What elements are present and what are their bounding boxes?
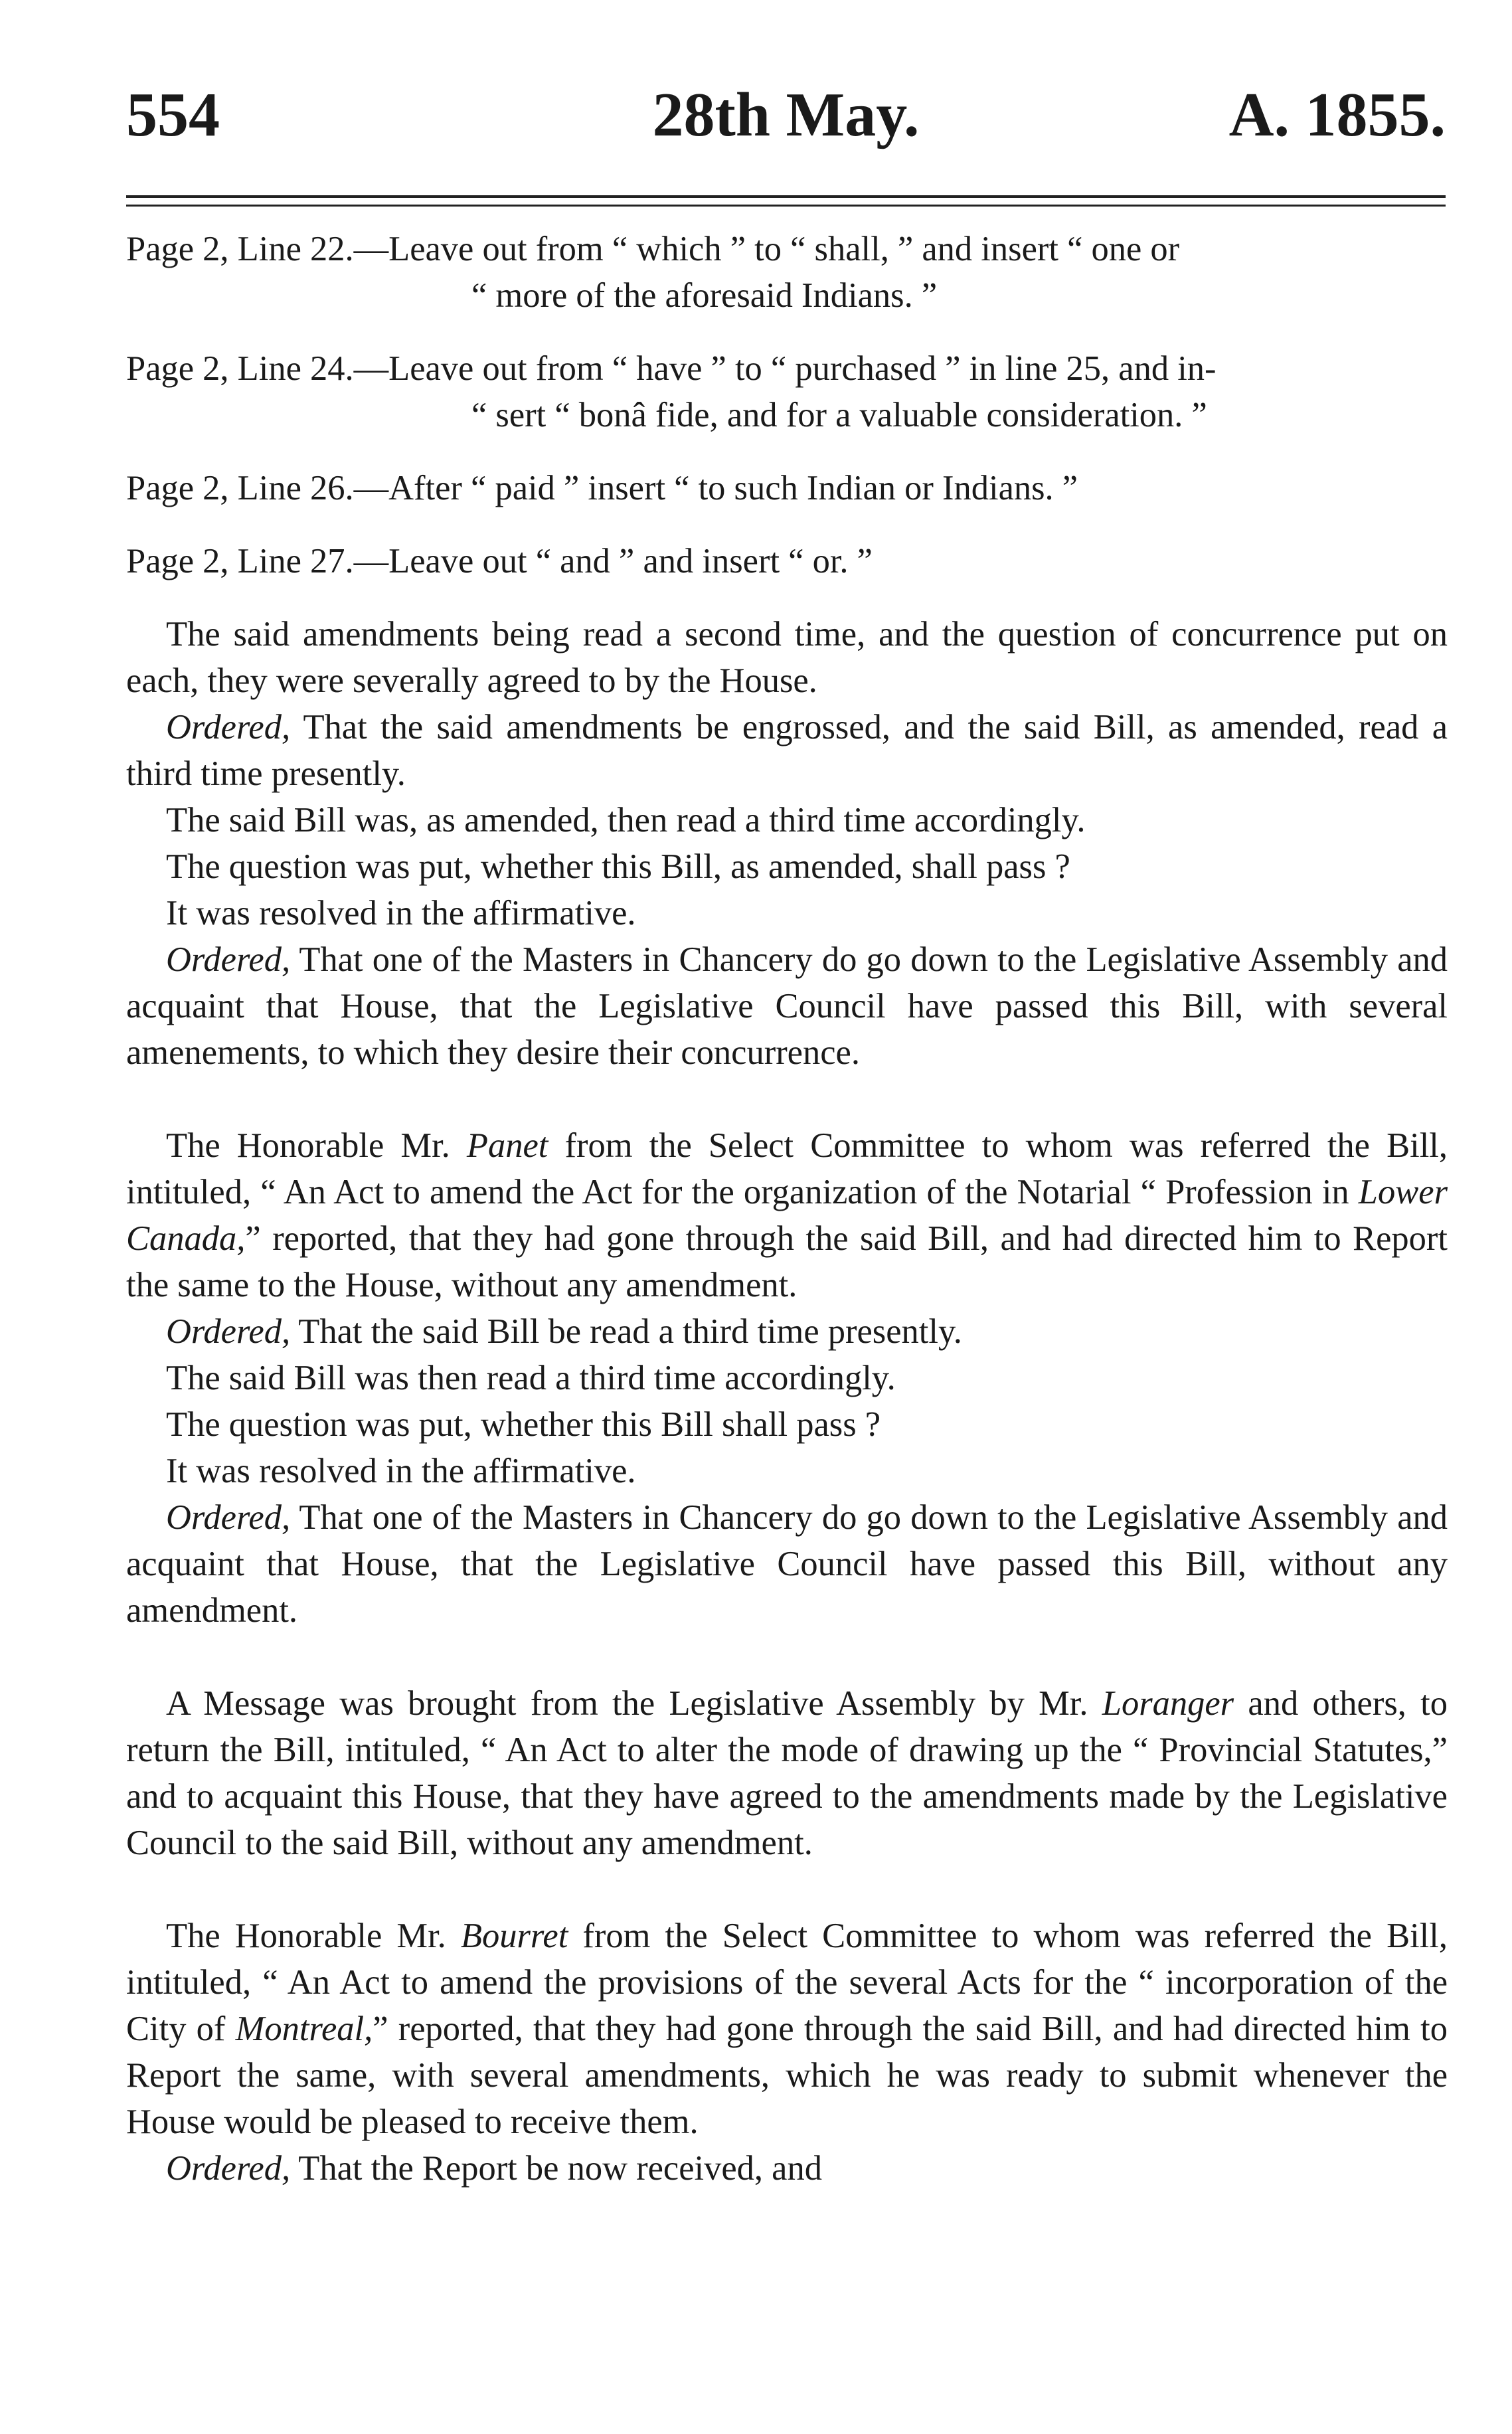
paragraph — [126, 1913, 1448, 2145]
paragraph-text: The Honorable Mr. — [166, 1917, 461, 1955]
amendment-line: Page 2, Line 27.—Leave out “ and ” and insert “ or. ” — [126, 542, 873, 580]
paragraph-text: The said amendments being read a second time, and the question of concurrence put on each, they were severally agreed to by the House. — [126, 615, 1448, 700]
paragraph — [126, 1401, 1448, 1448]
amendment-line: Page 2, Line 26.—After “ paid ” insert “ to such Indian or Indians. ” — [126, 469, 1078, 507]
amendment-continuation: “ sert “ bonâ fide, and for a valuable consideration. ” — [471, 396, 1207, 434]
paragraph-text: from the Select Committee to whom was referred the Bill, intituled, “ An Act to amend the provisions of the several Acts for the “ incorporation of the City of — [126, 1917, 1448, 2048]
amendment-line: Page 2, Line 22.—Leave out from “ which ” to “ shall, ” and insert “ one or — [126, 230, 1180, 268]
paragraph — [126, 1122, 1448, 1308]
member-name: Loranger — [1102, 1684, 1234, 1723]
paragraph — [126, 1355, 1448, 1401]
amendment-item — [126, 538, 1448, 584]
amendment-item — [126, 226, 1448, 319]
paragraph — [126, 1680, 1448, 1866]
amendment-continuation: “ more of the aforesaid Indians. ” — [471, 276, 938, 315]
paragraph-text: and others, to return the Bill, intituled, “ An Act to alter the mode of drawing up the “ Provincial Statutes,” and to acquaint this House, that they have agreed to the amendments made by the Legislative Council to the said Bill, without any amendment. — [126, 1684, 1448, 1862]
paragraph-text: It was resolved in the affirmative. — [166, 1452, 636, 1490]
paragraph-text: That one of the Masters in Chancery do go down to the Legislative Assembly and acquaint that House, that the Legislative Council have passed this Bill, without any amendment. — [126, 1498, 1448, 1630]
paragraph-text: A Message was brought from the Legislative Assembly by Mr. — [166, 1684, 1102, 1723]
paragraph — [126, 843, 1448, 890]
paragraph — [126, 1308, 1448, 1355]
header-rule-top — [126, 195, 1446, 198]
amendment-item — [126, 345, 1448, 438]
paragraph-text: ” reported, that they had gone through the said Bill, and had directed him to Report the same, with several amendments, which he was ready to submit whenever the House would be pleased to receive them. — [126, 2010, 1448, 2141]
paragraph — [126, 1494, 1448, 1634]
paragraph-text: That the Report be now received, and — [290, 2149, 822, 2188]
paragraph-text: The said Bill was then read a third time accordingly. — [166, 1359, 896, 1397]
page-date: 28th May. — [652, 80, 920, 149]
paragraph-text: That the said amendments be engrossed, and the said Bill, as amended, read a third time presently. — [126, 708, 1448, 793]
paragraph-text: from the Select Committee to whom was referred the Bill, intituled, “ An Act to amend the Act for the organization of the Notarial “ Profession in — [126, 1126, 1448, 1211]
paragraph — [126, 890, 1448, 936]
paragraph-text: The question was put, whether this Bill, as amended, shall pass ? — [166, 847, 1070, 886]
page-number: 554 — [126, 80, 220, 149]
ordered-label: Ordered, — [166, 708, 291, 746]
place-name: Montreal, — [235, 2010, 373, 2048]
paragraph-text: It was resolved in the affirmative. — [166, 894, 636, 932]
place-name: Lower Canada, — [126, 1173, 1448, 1258]
page-header — [126, 78, 1446, 151]
member-name: Panet — [466, 1126, 548, 1165]
paragraph — [126, 611, 1448, 704]
paragraph-text: The Honorable Mr. — [166, 1126, 467, 1165]
document-body — [126, 226, 1448, 2192]
header-rule-bottom — [126, 205, 1446, 207]
ordered-label: Ordered, — [166, 2149, 291, 2188]
member-name: Bourret — [460, 1917, 568, 1955]
ordered-label: Ordered, — [166, 1312, 291, 1351]
amendment-line: Page 2, Line 24.—Leave out from “ have ” to “ purchased ” in line 25, and in- — [126, 349, 1217, 388]
page-year: A. 1855. — [1228, 80, 1446, 149]
ordered-label: Ordered, — [166, 1498, 291, 1537]
paragraph-text: That the said Bill be read a third time presently. — [290, 1312, 962, 1351]
amendment-item — [126, 465, 1448, 511]
paragraph — [126, 936, 1448, 1076]
paragraph-text: The said Bill was, as amended, then read a third time accordingly. — [166, 801, 1086, 839]
paragraph-text: That one of the Masters in Chancery do go down to the Legislative Assembly and acquaint that House, that the Legislative Council have passed this Bill, with several amenements, to which they desire their concurrence. — [126, 940, 1448, 1072]
paragraph-text: The question was put, whether this Bill shall pass ? — [166, 1405, 881, 1444]
paragraph — [126, 797, 1448, 843]
ordered-label: Ordered, — [166, 940, 291, 979]
paragraph — [126, 704, 1448, 797]
paragraph — [126, 2145, 1448, 2192]
paragraph-text: ” reported, that they had gone through the said Bill, and had directed him to Report the same to the House, without any amendment. — [126, 1219, 1448, 1304]
paragraph — [126, 1448, 1448, 1494]
